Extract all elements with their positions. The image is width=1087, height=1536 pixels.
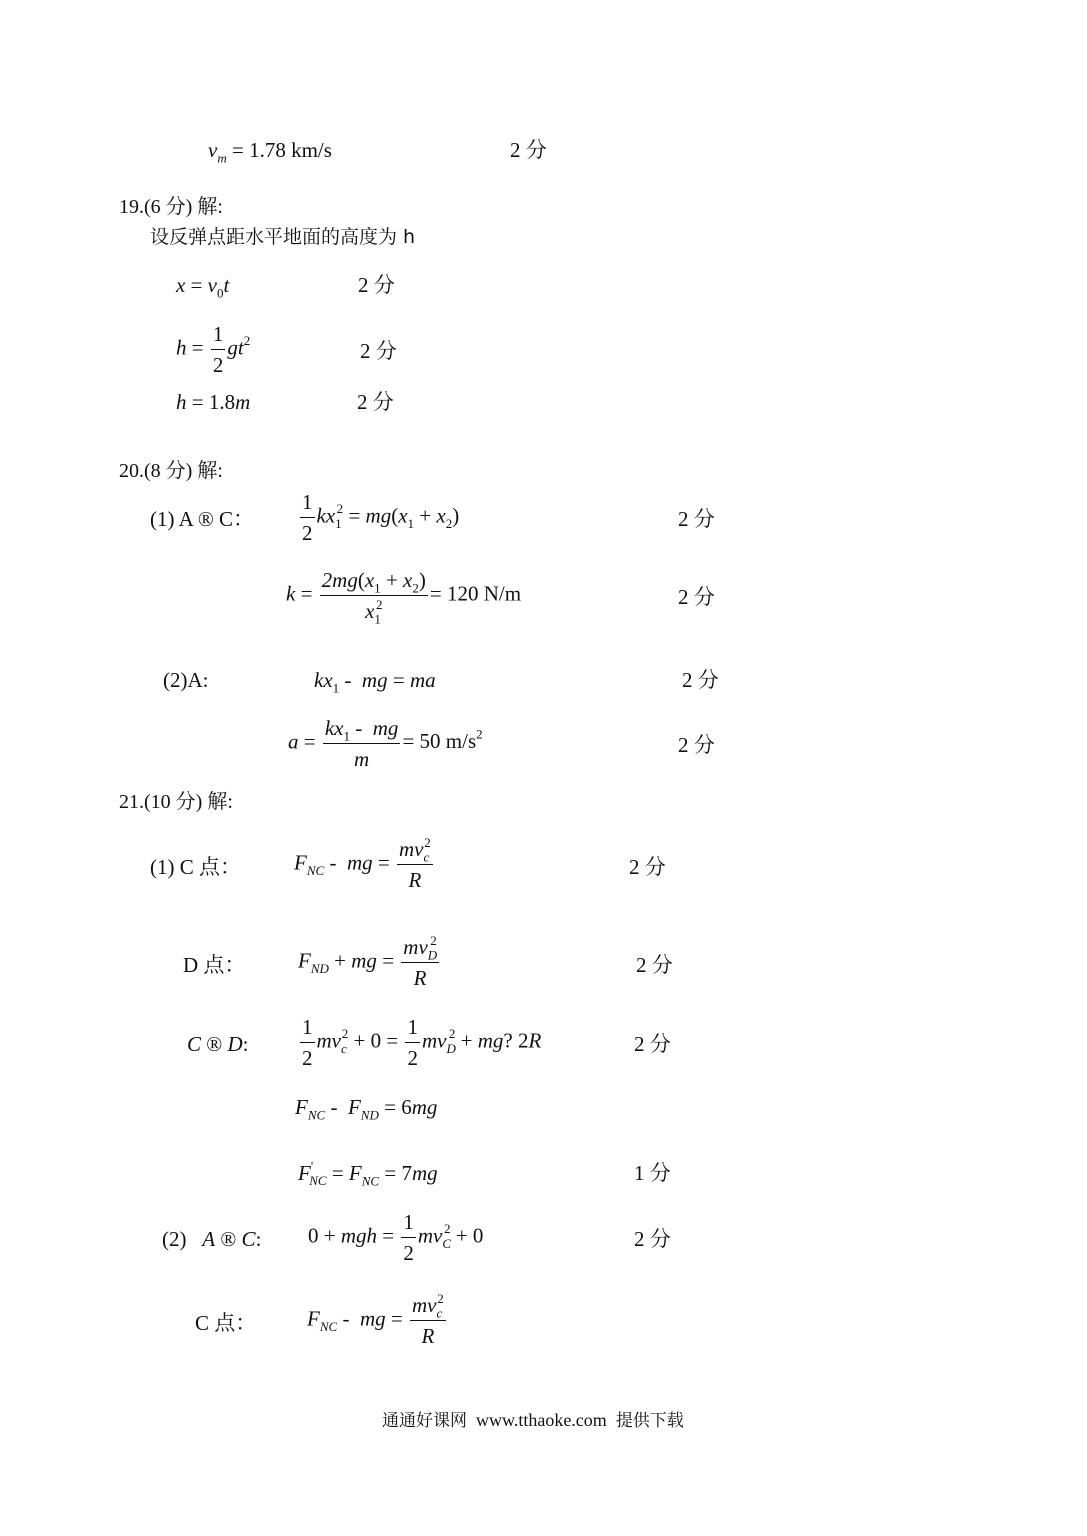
q20-part2-eq2: a = $\frac{kx_1 - mg}{m}$ = 50 $m/s^2$ [288,716,483,772]
q21-part2-score: 2 分 [634,1227,671,1251]
q20-part2-label: (2)A: [163,668,209,692]
q21-c-score: 2 分 [629,855,666,879]
q20-part1-eq2-score: 2 分 [678,585,715,609]
footer [382,1411,684,1430]
q21-cd-score: 2 分 [634,1032,671,1056]
q19-eq1-score: 2 分 [358,273,395,297]
q20-part1-eq1: $\frac{1}{2}$ $kx_1^2 = mg(x_1 + x_2)$ [302,490,460,546]
eq-vm: $v_m = 1.78$ km/s [208,138,332,166]
q19-eq1: $x = v_0t$ [176,273,230,301]
q19-eq3: h = 1.8m [176,390,251,414]
q21-heading: 21.(10 分) 解: [119,791,233,813]
q21-part2-eq: 0 + mgh = $\frac{1}{2}$ $mv_C^2 + 0$ [308,1210,484,1266]
q21-part2-label: (2) A ® C: [162,1227,262,1251]
q19-eq3-score: 2 分 [357,390,394,414]
q21-c-label: (1) C 点： [150,855,241,879]
q21-d-eq: $F_{ND}$ + mg = $\frac{mv_D^2}{R}$ [298,932,438,991]
q21-cd-label: C ® D: [187,1032,249,1056]
q20-part2-eq1-score: 2 分 [682,668,719,692]
q20-part1-eq1-score: 2 分 [678,507,715,531]
q19-heading: 19.(6 分) 解: [119,196,223,218]
q19-intro: 设反弹点距水平地面的高度为 h [150,226,416,248]
footer-site-name: 通通好课网 [382,1411,467,1431]
q21-diff-eq: $F_{NC} - F_{ND} = 6mg$ [295,1095,438,1123]
q20-part2-eq1: $kx_1$ - mg = ma [314,668,436,696]
q21-press-score: 1 分 [634,1161,671,1185]
q19-eq2-score: 2 分 [360,339,397,363]
q21-c-eq: $F_{NC}$ - mg = $\frac{mv_c^2}{R}$ [294,834,431,893]
q19-eq2: h = $\frac{1}{2}$ $gt^2$ [176,322,251,378]
q21-c2-eq: $F_{NC}$ - mg = $\frac{mv_c^2}{R}$ [307,1290,444,1349]
q21-c2-label: C 点： [195,1311,257,1335]
q21-press-eq: $F'_{NC} = F_{NC} = 7mg$ [298,1158,438,1189]
q21-d-label: D 点： [183,953,246,977]
q20-part1-label: (1) A ® C： [150,507,255,531]
score-vm: 2 分 [510,138,547,162]
q21-d-score: 2 分 [636,953,673,977]
q21-cd-eq: $\frac{1}{2}$ $mv_c^2 + 0$ = $\frac{1}{2}$ $mv_D^2$ + mg? 2R [302,1015,542,1071]
q20-part2-eq2-score: 2 分 [678,733,715,757]
q20-heading: 20.(8 分) 解: [119,460,223,482]
footer-url[interactable]: www.tthaoke.com [476,1410,607,1430]
footer-suffix: 提供下载 [615,1411,684,1431]
q20-part1-eq2: k = $\frac{2mg(x_1 + x_2)}{x_1^2}$ = 120 N/m [286,568,522,627]
